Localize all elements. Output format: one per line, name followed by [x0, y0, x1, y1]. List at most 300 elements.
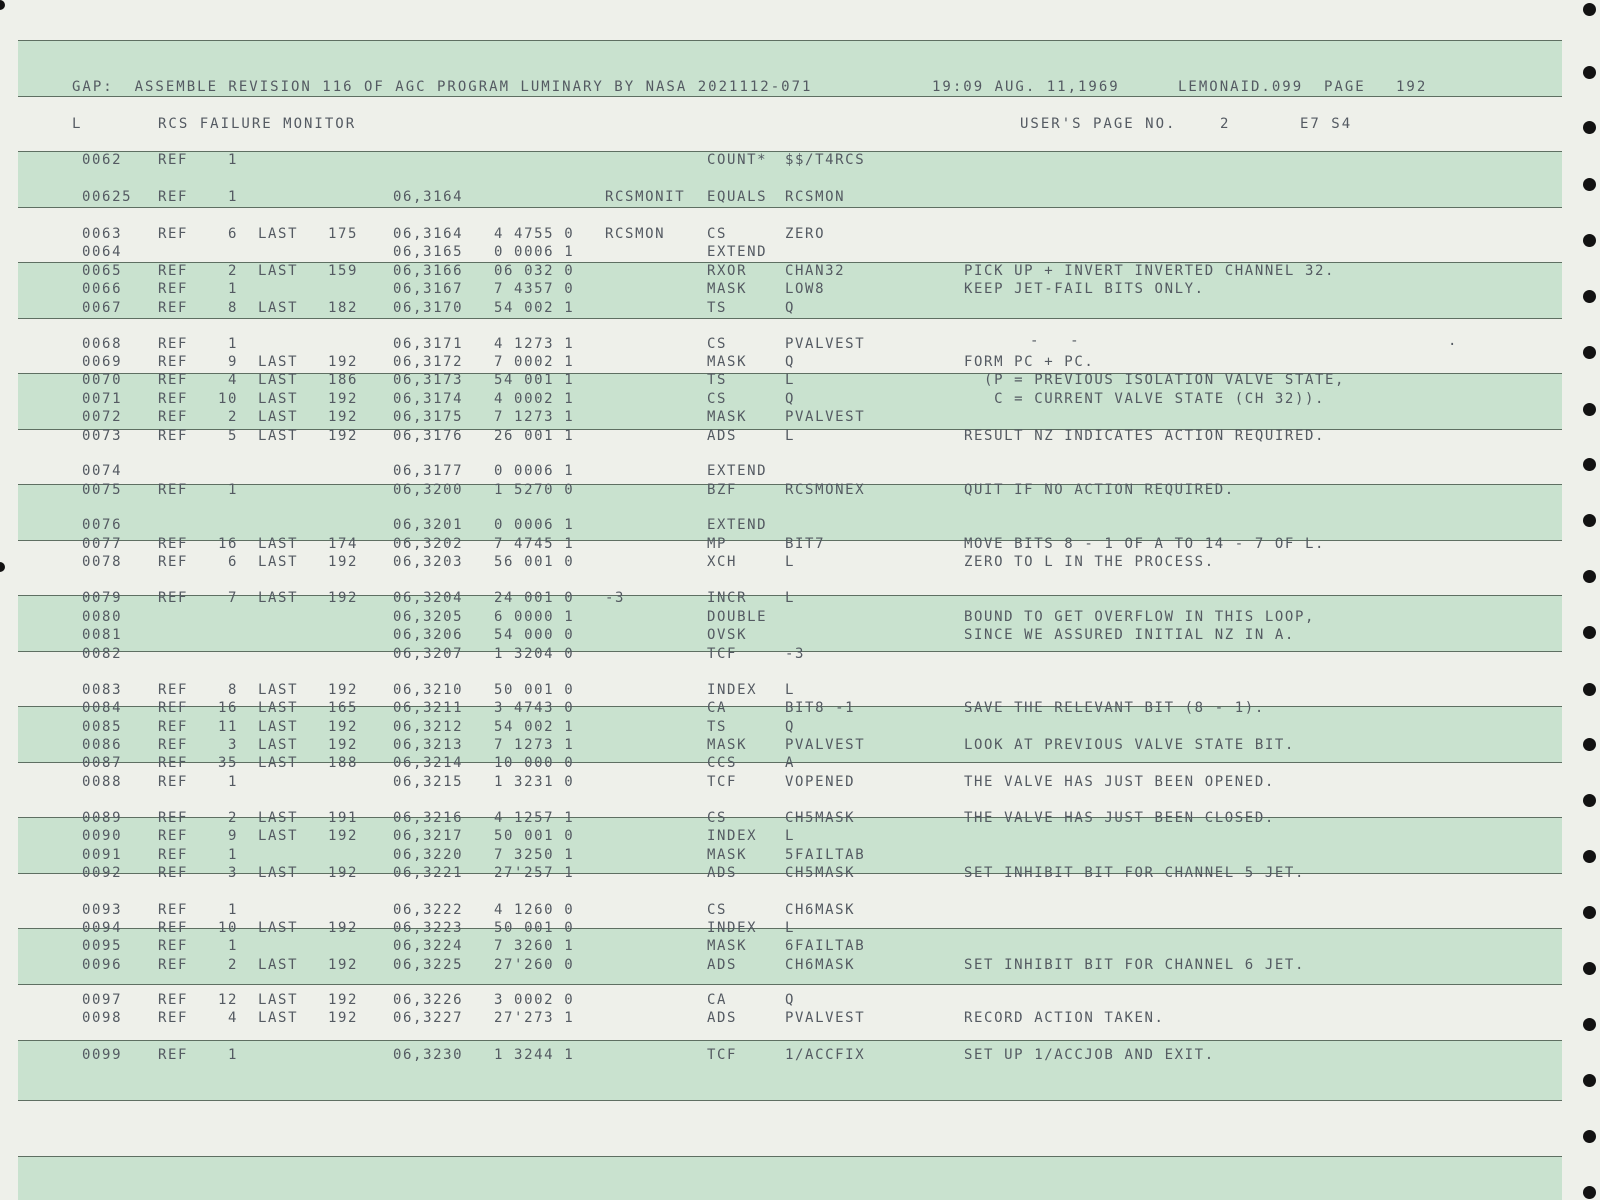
line-number: 0099: [82, 1047, 123, 1063]
ref-count: 1: [227, 902, 238, 918]
address: 06,3204: [393, 590, 464, 606]
ref-flag: REF: [158, 1047, 189, 1063]
opcode: CS: [707, 810, 728, 826]
ref-flag: REF: [158, 719, 189, 735]
address: 06,3206: [393, 627, 464, 643]
ref-flag: REF: [158, 737, 189, 753]
ref-count: 2: [227, 263, 238, 279]
ref-count: 16: [217, 700, 238, 716]
line-number: 0062: [82, 152, 123, 168]
listing-row: [0, 372, 1600, 390]
listing-row: [0, 920, 1600, 938]
operand: Q: [785, 354, 796, 370]
listing-row: [0, 902, 1600, 920]
ref-flag: REF: [158, 536, 189, 552]
tractor-hole: [1583, 1186, 1596, 1199]
band-boundary: [18, 1100, 1562, 1101]
last-page: 192: [328, 1010, 359, 1026]
ref-count: 6: [227, 554, 238, 570]
octal-code: 3 0002 0: [494, 992, 575, 1008]
tractor-hole: [1583, 3, 1596, 16]
last-page: 159: [328, 263, 359, 279]
last-flag: LAST: [258, 536, 299, 552]
address: 06,3215: [393, 774, 464, 790]
operand: 6FAILTAB: [785, 938, 866, 954]
line-number: 0064: [82, 244, 123, 260]
operand: -3: [785, 646, 806, 662]
octal-code: 50 001 0: [494, 828, 575, 844]
operand: PVALVEST: [785, 409, 866, 425]
last-flag: LAST: [258, 590, 299, 606]
comment: (P = PREVIOUS ISOLATION VALVE STATE,: [964, 372, 1346, 388]
line-number: 0091: [82, 847, 123, 863]
last-page: 188: [328, 755, 359, 771]
last-flag: LAST: [258, 755, 299, 771]
ref-count: 1: [227, 938, 238, 954]
stray-dot: .: [1448, 333, 1459, 349]
comment: BOUND TO GET OVERFLOW IN THIS LOOP,: [964, 609, 1316, 625]
operand: CHAN32: [785, 263, 846, 279]
operand: PVALVEST: [785, 1010, 866, 1026]
line-number: 0077: [82, 536, 123, 552]
line-number: 0063: [82, 226, 123, 242]
operand: A: [785, 755, 796, 771]
last-page: 175: [328, 226, 359, 242]
ref-flag: REF: [158, 774, 189, 790]
line-number: 0072: [82, 409, 123, 425]
address: 06,3164: [393, 226, 464, 242]
line-number: 0078: [82, 554, 123, 570]
line-number: 0075: [82, 482, 123, 498]
listing-row: [0, 737, 1600, 755]
comment: PICK UP + INVERT INVERTED CHANNEL 32.: [964, 263, 1336, 279]
opcode: MASK: [707, 737, 748, 753]
listing-row: [0, 847, 1600, 865]
last-flag: LAST: [258, 992, 299, 1008]
user-page-label: USER'S PAGE NO.: [1020, 116, 1177, 132]
comment: SET INHIBIT BIT FOR CHANNEL 6 JET.: [964, 957, 1305, 973]
ref-flag: REF: [158, 226, 189, 242]
band-boundary: [18, 318, 1562, 319]
address: 06,3224: [393, 938, 464, 954]
last-page: 192: [328, 391, 359, 407]
address: 06,3171: [393, 336, 464, 352]
octal-code: 4 4755 0: [494, 226, 575, 242]
ref-flag: REF: [158, 300, 189, 316]
listing-row: [0, 152, 1600, 170]
last-flag: LAST: [258, 865, 299, 881]
comment: KEEP JET-FAIL BITS ONLY.: [964, 281, 1205, 297]
listing-row: [0, 755, 1600, 773]
opcode: TCF: [707, 646, 738, 662]
listing-row: [0, 774, 1600, 792]
address: 06,3202: [393, 536, 464, 552]
ref-count: 2: [227, 810, 238, 826]
address: 06,3203: [393, 554, 464, 570]
greenbar-band: [18, 1156, 1562, 1200]
listing-row: [0, 810, 1600, 828]
octal-code: 3 4743 0: [494, 700, 575, 716]
ref-flag: REF: [158, 992, 189, 1008]
octal-code: 10 000 0: [494, 755, 575, 771]
tractor-hole: [1583, 1130, 1596, 1143]
last-flag: LAST: [258, 828, 299, 844]
line-number: 0073: [82, 428, 123, 444]
opcode: RXOR: [707, 263, 748, 279]
ref-count: 12: [217, 992, 238, 1008]
ref-flag: REF: [158, 152, 189, 168]
listing-row: [0, 590, 1600, 608]
comment: QUIT IF NO ACTION REQUIRED.: [964, 482, 1235, 498]
last-flag: LAST: [258, 719, 299, 735]
address: 06,3205: [393, 609, 464, 625]
last-page: 186: [328, 372, 359, 388]
listing-row: [0, 700, 1600, 718]
address: 06,3227: [393, 1010, 464, 1026]
octal-code: 0 0006 1: [494, 244, 575, 260]
last-flag: LAST: [258, 300, 299, 316]
listing-row: [0, 646, 1600, 664]
line-number: 0085: [82, 719, 123, 735]
address: 06,3216: [393, 810, 464, 826]
address: 06,3172: [393, 354, 464, 370]
operand: CH6MASK: [785, 957, 856, 973]
opcode: ADS: [707, 957, 738, 973]
comment: RECORD ACTION TAKEN.: [964, 1010, 1165, 1026]
octal-code: 54 002 1: [494, 300, 575, 316]
comment: RESULT NZ INDICATES ACTION REQUIRED.: [964, 428, 1326, 444]
ref-flag: REF: [158, 354, 189, 370]
listing-row: [0, 354, 1600, 372]
line-number: 0086: [82, 737, 123, 753]
opcode: OVSK: [707, 627, 748, 643]
operand: Q: [785, 300, 796, 316]
line-number: 0097: [82, 992, 123, 1008]
operand: PVALVEST: [785, 336, 866, 352]
ref-count: 9: [227, 354, 238, 370]
ref-flag: REF: [158, 920, 189, 936]
opcode: EXTEND: [707, 463, 768, 479]
ref-flag: REF: [158, 554, 189, 570]
listing-row: [0, 719, 1600, 737]
ref-count: 2: [227, 409, 238, 425]
octal-code: 7 3260 1: [494, 938, 575, 954]
address: 06,3176: [393, 428, 464, 444]
listing-row: [0, 992, 1600, 1010]
ref-flag: REF: [158, 428, 189, 444]
user-page-number: 2: [1220, 116, 1231, 132]
band-boundary: [18, 1040, 1562, 1041]
line-number: 0098: [82, 1010, 123, 1026]
last-flag: LAST: [258, 428, 299, 444]
last-page: 192: [328, 957, 359, 973]
opcode: TS: [707, 719, 728, 735]
comment: LOOK AT PREVIOUS VALVE STATE BIT.: [964, 737, 1295, 753]
opcode: CA: [707, 700, 728, 716]
listing-row: [0, 609, 1600, 627]
opcode: ADS: [707, 1010, 738, 1026]
line-number: 0067: [82, 300, 123, 316]
comment: SET UP 1/ACCJOB AND EXIT.: [964, 1047, 1215, 1063]
last-flag: LAST: [258, 700, 299, 716]
ref-flag: REF: [158, 865, 189, 881]
listing-row: [0, 627, 1600, 645]
listing-row: [0, 1010, 1600, 1028]
opcode: ADS: [707, 428, 738, 444]
listing-row: [0, 957, 1600, 975]
comment: THE VALVE HAS JUST BEEN CLOSED.: [964, 810, 1275, 826]
octal-code: 1 5270 0: [494, 482, 575, 498]
opcode: CS: [707, 902, 728, 918]
octal-code: 54 002 1: [494, 719, 575, 735]
ref-count: 4: [227, 372, 238, 388]
line-number: 0081: [82, 627, 123, 643]
operand: VOPENED: [785, 774, 856, 790]
opcode: ADS: [707, 865, 738, 881]
ref-count: 1: [227, 189, 238, 205]
opcode: BZF: [707, 482, 738, 498]
last-page: 192: [328, 354, 359, 370]
opcode: TCF: [707, 1047, 738, 1063]
operand: Q: [785, 992, 796, 1008]
operand: L: [785, 428, 796, 444]
operand: 5FAILTAB: [785, 847, 866, 863]
ref-count: 1: [227, 1047, 238, 1063]
section-line: [0, 116, 1600, 134]
ref-flag: REF: [158, 810, 189, 826]
octal-code: 4 1257 1: [494, 810, 575, 826]
tractor-hole: [1583, 66, 1596, 79]
last-flag: LAST: [258, 409, 299, 425]
ref-flag: REF: [158, 391, 189, 407]
octal-code: 7 3250 1: [494, 847, 575, 863]
operand: PVALVEST: [785, 737, 866, 753]
octal-code: 50 001 0: [494, 682, 575, 698]
listing-row: [0, 244, 1600, 262]
opcode: CA: [707, 992, 728, 1008]
comment: FORM PC + PC.: [964, 354, 1095, 370]
octal-code: 7 4357 0: [494, 281, 575, 297]
line-number: 0090: [82, 828, 123, 844]
comment: C = CURRENT VALVE STATE (CH 32)).: [964, 391, 1326, 407]
last-page: 165: [328, 700, 359, 716]
operand: L: [785, 554, 796, 570]
opcode: CS: [707, 336, 728, 352]
ref-count: 1: [227, 281, 238, 297]
comment: MOVE BITS 8 - 1 OF A TO 14 - 7 OF L.: [964, 536, 1326, 552]
octal-code: 27'273 1: [494, 1010, 575, 1026]
address: 06,3213: [393, 737, 464, 753]
last-page: 192: [328, 865, 359, 881]
listing-row: [0, 938, 1600, 956]
symbol-label: RCSMON: [605, 226, 666, 242]
ref-flag: REF: [158, 372, 189, 388]
listing-row: [0, 1047, 1600, 1065]
symbol-label: -3: [605, 590, 626, 606]
opcode: MASK: [707, 938, 748, 954]
last-flag: LAST: [258, 682, 299, 698]
ref-flag: REF: [158, 409, 189, 425]
address: 06,3220: [393, 847, 464, 863]
last-page: 192: [328, 920, 359, 936]
line-number: 0076: [82, 517, 123, 533]
ref-flag: REF: [158, 682, 189, 698]
octal-code: 7 0002 1: [494, 354, 575, 370]
line-number: 0082: [82, 646, 123, 662]
tractor-hole: [1583, 1074, 1596, 1087]
octal-code: 7 1273 1: [494, 409, 575, 425]
octal-code: 54 000 0: [494, 627, 575, 643]
listing-row: [0, 517, 1600, 535]
address: 06,3174: [393, 391, 464, 407]
octal-code: 27'260 0: [494, 957, 575, 973]
run-timestamp: 19:09 AUG. 11,1969: [932, 79, 1120, 95]
line-number: 00625: [82, 189, 133, 205]
octal-code: 06 032 0: [494, 263, 575, 279]
listing-row: [0, 554, 1600, 572]
ref-count: 7: [227, 590, 238, 606]
band-boundary: [18, 984, 1562, 985]
line-number: 0083: [82, 682, 123, 698]
last-page: 192: [328, 682, 359, 698]
opcode: TCF: [707, 774, 738, 790]
line-number: 0096: [82, 957, 123, 973]
ref-count: 11: [217, 719, 238, 735]
line-number: 0093: [82, 902, 123, 918]
ref-count: 6: [227, 226, 238, 242]
ref-count: 3: [227, 865, 238, 881]
octal-code: 1 3244 1: [494, 1047, 575, 1063]
address: 06,3165: [393, 244, 464, 260]
listing-row: [0, 428, 1600, 446]
opcode: COUNT*: [707, 152, 768, 168]
octal-code: 7 1273 1: [494, 737, 575, 753]
ref-flag: REF: [158, 902, 189, 918]
line-number: 0092: [82, 865, 123, 881]
address: 06,3217: [393, 828, 464, 844]
octal-code: 6 0000 1: [494, 609, 575, 625]
band-boundary: [18, 207, 1562, 208]
opcode: MASK: [707, 281, 748, 297]
opcode: TS: [707, 300, 728, 316]
opcode: EXTEND: [707, 244, 768, 260]
last-page: 192: [328, 409, 359, 425]
ref-count: 1: [227, 774, 238, 790]
opcode: INDEX: [707, 920, 758, 936]
line-number: 0074: [82, 463, 123, 479]
comment: THE VALVE HAS JUST BEEN OPENED.: [964, 774, 1275, 790]
address: 06,3175: [393, 409, 464, 425]
last-flag: LAST: [258, 554, 299, 570]
operand: BIT8 -1: [785, 700, 856, 716]
opcode: MASK: [707, 847, 748, 863]
address: 06,3211: [393, 700, 464, 716]
page-number: 192: [1396, 79, 1428, 95]
sheet-code: E7 S4: [1300, 116, 1353, 132]
ref-count: 2: [227, 957, 238, 973]
last-flag: LAST: [258, 391, 299, 407]
address: 06,3230: [393, 1047, 464, 1063]
operand: L: [785, 590, 796, 606]
last-flag: LAST: [258, 372, 299, 388]
ref-flag: REF: [158, 755, 189, 771]
line-number: 0095: [82, 938, 123, 954]
ref-flag: REF: [158, 938, 189, 954]
ref-flag: REF: [158, 847, 189, 863]
operand: Q: [785, 391, 796, 407]
ref-flag: REF: [158, 700, 189, 716]
last-flag: LAST: [258, 1010, 299, 1026]
last-page: 191: [328, 810, 359, 826]
last-flag: LAST: [258, 737, 299, 753]
octal-code: 4 1260 0: [494, 902, 575, 918]
ref-flag: REF: [158, 482, 189, 498]
line-number: 0071: [82, 391, 123, 407]
listing-row: [0, 263, 1600, 281]
user-file: LEMONAID.099: [1178, 79, 1304, 95]
ref-count: 9: [227, 828, 238, 844]
last-flag: LAST: [258, 354, 299, 370]
octal-code: 0 0006 1: [494, 463, 575, 479]
operand: LOW8: [785, 281, 826, 297]
last-flag: LAST: [258, 810, 299, 826]
operand: CH6MASK: [785, 902, 856, 918]
listing-row: [0, 281, 1600, 299]
address: 06,3173: [393, 372, 464, 388]
address: 06,3226: [393, 992, 464, 1008]
operand: Q: [785, 719, 796, 735]
listing-row: [0, 828, 1600, 846]
ref-count: 3: [227, 737, 238, 753]
octal-code: 26 001 1: [494, 428, 575, 444]
ref-count: 4: [227, 1010, 238, 1026]
operand: CH5MASK: [785, 865, 856, 881]
band-boundary: [18, 1156, 1562, 1157]
last-page: 182: [328, 300, 359, 316]
line-number: 0079: [82, 590, 123, 606]
line-number: 0068: [82, 336, 123, 352]
opcode: TS: [707, 372, 728, 388]
listing-row: [0, 536, 1600, 554]
address: 06,3201: [393, 517, 464, 533]
address: 06,3221: [393, 865, 464, 881]
listing-row: [0, 300, 1600, 318]
opcode: XCH: [707, 554, 738, 570]
operand: 1/ACCFIX: [785, 1047, 866, 1063]
tractor-hole: [1583, 794, 1596, 807]
operand: CH5MASK: [785, 810, 856, 826]
ref-count: 1: [227, 847, 238, 863]
octal-code: 56 001 0: [494, 554, 575, 570]
ref-count: 1: [227, 152, 238, 168]
operand: L: [785, 682, 796, 698]
address: 06,3223: [393, 920, 464, 936]
octal-code: 7 4745 1: [494, 536, 575, 552]
opcode: MP: [707, 536, 728, 552]
section-title: RCS FAILURE MONITOR: [158, 116, 357, 132]
ref-count: 1: [227, 482, 238, 498]
listing-row: [0, 463, 1600, 481]
octal-code: 54 001 1: [494, 372, 575, 388]
octal-code: 4 1273 1: [494, 336, 575, 352]
comment: ZERO TO L IN THE PROCESS.: [964, 554, 1215, 570]
address: 06,3170: [393, 300, 464, 316]
opcode: EXTEND: [707, 517, 768, 533]
operand: RCSMON: [785, 189, 846, 205]
ref-flag: REF: [158, 281, 189, 297]
octal-code: 1 3231 0: [494, 774, 575, 790]
ref-count: 10: [217, 920, 238, 936]
